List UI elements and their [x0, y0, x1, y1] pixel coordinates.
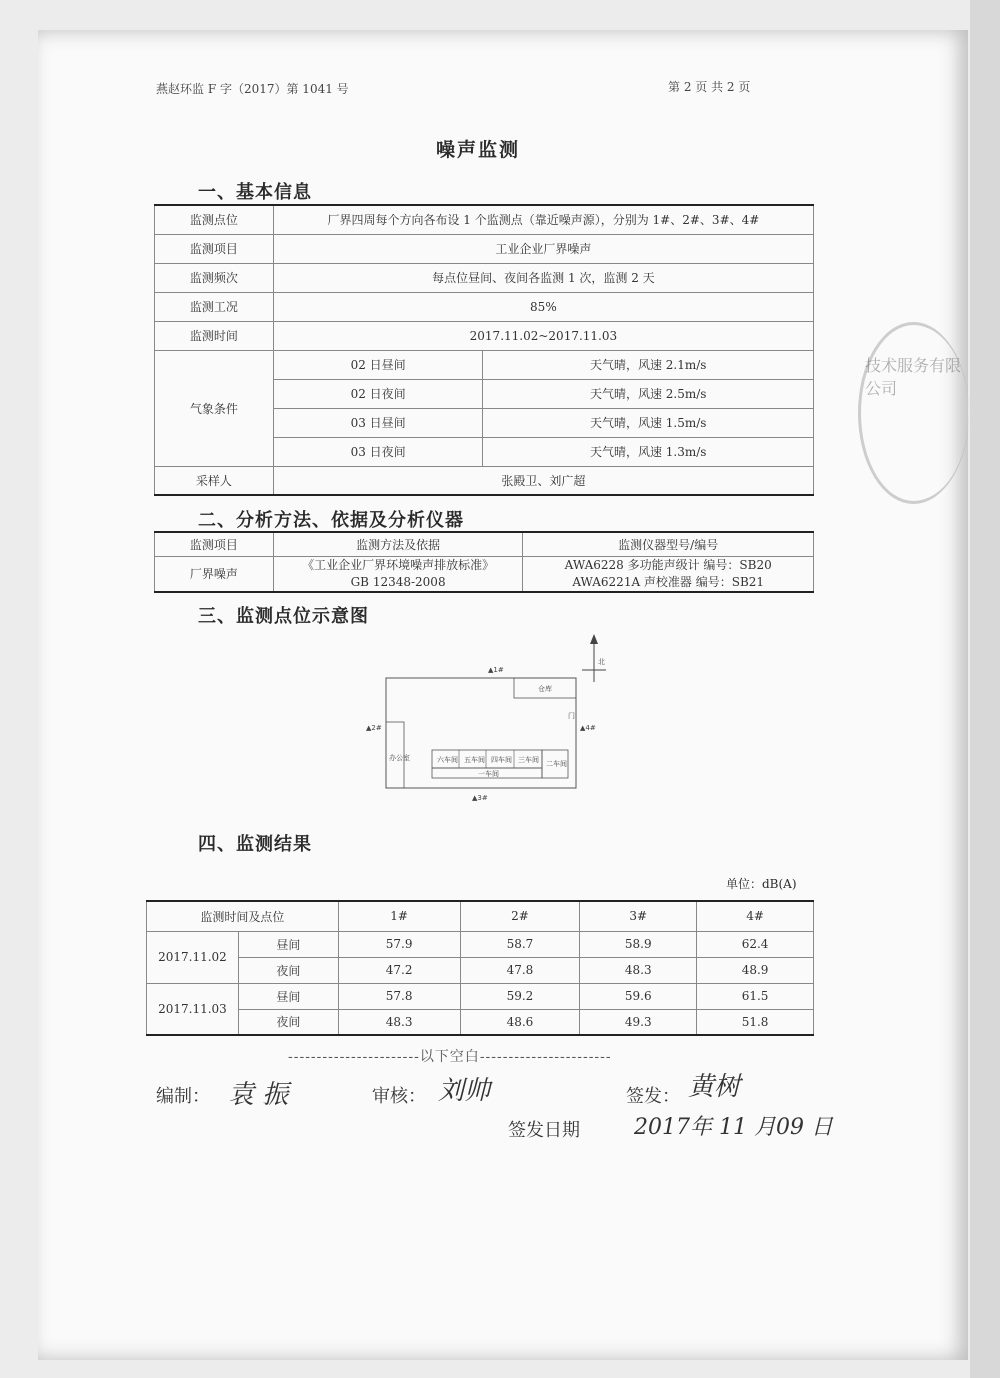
- page-indicator: 第 2 页 共 2 页: [668, 80, 751, 94]
- col-header: 监测仪器型号/编号: [523, 532, 814, 556]
- site-diagram: [358, 630, 638, 810]
- point-1-marker: ▲1#: [488, 666, 504, 674]
- blank-note-line: [288, 1046, 612, 1066]
- workshop-4-label: 四车间: [491, 756, 512, 764]
- col-header: 监测项目: [155, 532, 274, 556]
- gate-label: 门: [568, 712, 575, 720]
- issue-date-value: 2017年 11 月09 日: [634, 1115, 833, 1140]
- col-header: 3#: [580, 901, 697, 931]
- section1-heading: 一、基本信息: [198, 182, 312, 203]
- row-value: 85%: [273, 292, 813, 321]
- col-header: 2#: [460, 901, 580, 931]
- method-cell: [273, 556, 523, 592]
- weather-label: 气象条件: [155, 350, 274, 466]
- period-cell: 昼间: [238, 931, 338, 957]
- compiler-signature: 袁 振: [228, 1080, 289, 1110]
- value-cell: 48.3: [338, 1009, 460, 1035]
- value-cell: 58.7: [460, 931, 580, 957]
- row-label: 监测工况: [155, 292, 274, 321]
- weather-period: 03 日夜间: [273, 437, 483, 466]
- col-header: 1#: [338, 901, 460, 931]
- seal-text: 技术服务有限公司: [865, 356, 962, 398]
- col-header: 监测方法及依据: [273, 532, 523, 556]
- value-cell: 48.6: [460, 1009, 580, 1035]
- workshop-1-label: 一车间: [478, 770, 499, 778]
- weather-value: 天气晴，风速 1.3m/s: [483, 437, 814, 466]
- row-value: 工业企业厂界噪声: [273, 234, 813, 263]
- value-cell: 59.6: [580, 983, 697, 1009]
- period-cell: 昼间: [238, 983, 338, 1009]
- table-row: [155, 556, 814, 592]
- date-cell: 2017.11.02: [147, 931, 239, 983]
- blank-note: 以下空白: [419, 1049, 480, 1065]
- col-header: 监测时间及点位: [147, 901, 339, 931]
- page-title: 噪声监测: [436, 139, 521, 161]
- workshop-5-label: 五车间: [464, 756, 485, 764]
- value-cell: 62.4: [697, 931, 814, 957]
- value-cell: 48.3: [580, 957, 697, 983]
- sampler-label: 采样人: [155, 466, 274, 495]
- weather-period: 02 日昼间: [273, 350, 483, 379]
- section4-heading: 四、监测结果: [198, 834, 312, 855]
- results-table: [146, 900, 814, 1036]
- col-header: 4#: [697, 901, 814, 931]
- north-arrow-head: [590, 634, 598, 644]
- basic-info-table: [154, 204, 814, 496]
- table-row: [147, 931, 814, 957]
- value-cell: 48.9: [697, 957, 814, 983]
- instrument-2: AWA6221A 声校准器 编号：SB21: [572, 574, 765, 589]
- table-row: [155, 350, 814, 379]
- method-table: [154, 531, 814, 593]
- table-row: [155, 263, 814, 292]
- row-label: 监测项目: [155, 234, 274, 263]
- section3-heading: 三、监测点位示意图: [198, 606, 369, 627]
- table-row: [155, 321, 814, 350]
- value-cell: 59.2: [460, 983, 580, 1009]
- workshop-3-label: 三车间: [518, 756, 539, 764]
- issuer-label: 签发：: [626, 1086, 680, 1107]
- point-3-marker: ▲3#: [472, 794, 488, 802]
- method-item: 厂界噪声: [155, 556, 274, 592]
- table-row: [147, 1009, 814, 1035]
- table-row: [155, 292, 814, 321]
- company-seal: [858, 322, 969, 504]
- row-value: 2017.11.02~2017.11.03: [273, 321, 813, 350]
- workshop-6-label: 六车间: [437, 756, 458, 764]
- weather-period: 03 日昼间: [273, 408, 483, 437]
- compiler-label: 编制：: [156, 1086, 210, 1107]
- workshop-2-label: 二车间: [546, 760, 567, 768]
- value-cell: 49.3: [580, 1009, 697, 1035]
- north-label: 北: [598, 658, 605, 666]
- scan-edge: [970, 0, 1000, 1378]
- reviewer-signature: 刘帅: [438, 1076, 491, 1106]
- point-2-marker: ▲2#: [366, 724, 382, 732]
- value-cell: 57.8: [338, 983, 460, 1009]
- row-label: 监测时间: [155, 321, 274, 350]
- weather-value: 天气晴，风速 1.5m/s: [483, 408, 814, 437]
- table-row: [155, 234, 814, 263]
- dashes-left: -----------------------: [288, 1049, 420, 1065]
- table-row: [147, 983, 814, 1009]
- reviewer-label: 审核：: [372, 1086, 426, 1107]
- section2-heading: 二、分析方法、依据及分析仪器: [198, 510, 464, 531]
- dashes-right: -----------------------: [479, 1049, 612, 1065]
- office-label: 办公室: [389, 754, 410, 762]
- date-cell: 2017.11.03: [147, 983, 239, 1035]
- unit-label: 单位：dB(A): [726, 877, 797, 891]
- instrument-1: AWA6228 多功能声级计 编号：SB20: [564, 557, 772, 572]
- warehouse-label: 仓库: [538, 685, 552, 693]
- table-row: [155, 205, 814, 234]
- weather-value: 天气晴，风速 2.1m/s: [483, 350, 814, 379]
- issue-date-label: 签发日期: [508, 1120, 580, 1141]
- weather-period: 02 日夜间: [273, 379, 483, 408]
- row-value: 厂界四周每个方向各布设 1 个监测点（靠近噪声源），分别为 1#、2#、3#、4#: [273, 205, 813, 234]
- value-cell: 61.5: [697, 983, 814, 1009]
- issuer-signature: 黄树: [688, 1072, 741, 1102]
- table-row: [155, 466, 814, 495]
- table-row: [147, 901, 814, 931]
- method-name: 《工业企业厂界环境噪声排放标准》: [302, 557, 495, 572]
- value-cell: 51.8: [697, 1009, 814, 1035]
- document-number: 燕赵环监 F 字（2017）第 1041 号: [156, 82, 349, 96]
- document-page: [38, 30, 968, 1360]
- value-cell: 58.9: [580, 931, 697, 957]
- table-row: [147, 957, 814, 983]
- value-cell: 57.9: [338, 931, 460, 957]
- point-4-marker: ▲4#: [580, 724, 596, 732]
- period-cell: 夜间: [238, 957, 338, 983]
- method-standard: GB 12348-2008: [350, 574, 446, 589]
- row-label: 监测点位: [155, 205, 274, 234]
- row-value: 每点位昼间、夜间各监测 1 次，监测 2 天: [273, 263, 813, 292]
- value-cell: 47.8: [460, 957, 580, 983]
- weather-value: 天气晴，风速 2.5m/s: [483, 379, 814, 408]
- row-label: 监测频次: [155, 263, 274, 292]
- instrument-cell: [523, 556, 814, 592]
- sampler-value: 张殿卫、刘广超: [273, 466, 813, 495]
- value-cell: 47.2: [338, 957, 460, 983]
- period-cell: 夜间: [238, 1009, 338, 1035]
- table-row: [155, 532, 814, 556]
